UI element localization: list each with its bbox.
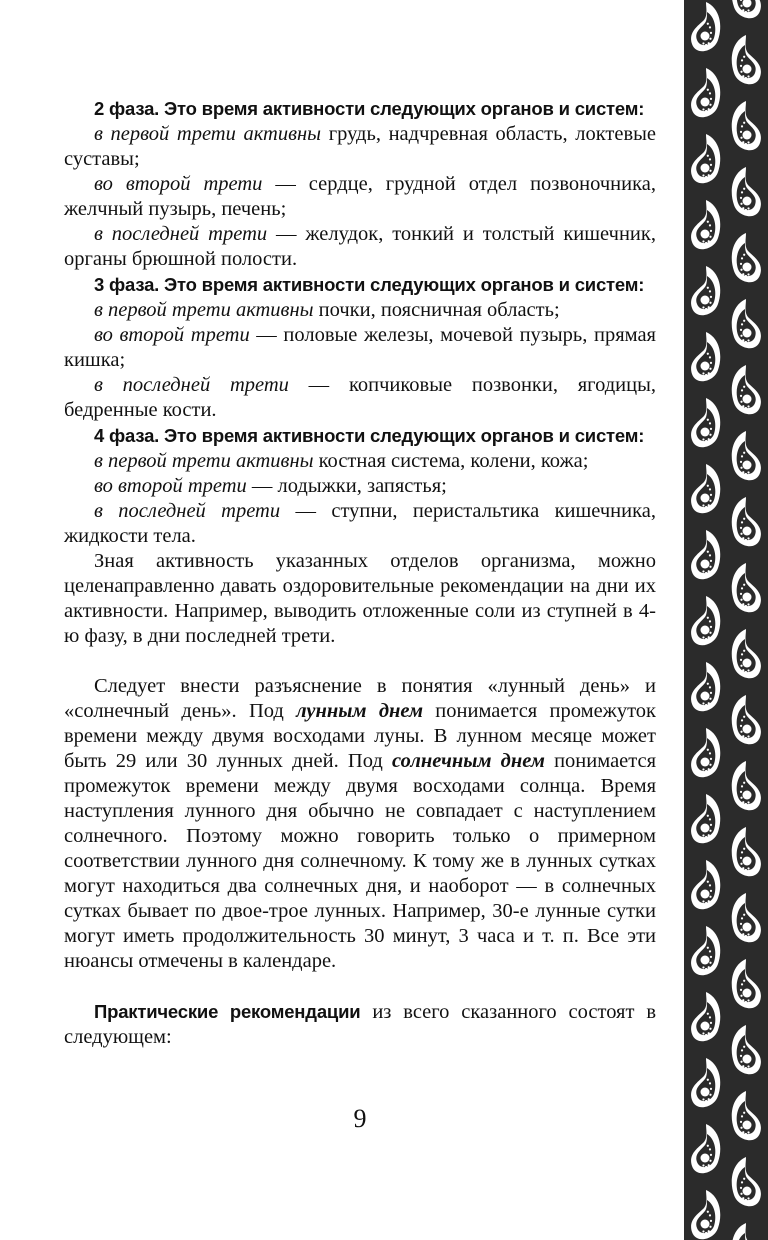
phase-4-first-third-text: костная система, колени, кожа; xyxy=(313,450,589,472)
phase-4-heading xyxy=(64,423,656,449)
phase-3-title: 3 фаза. Это время активности следующих органов и систем: xyxy=(94,274,645,295)
phase-4-first-third xyxy=(64,449,656,474)
phase-2-last-third-label: в последней трети xyxy=(94,223,268,245)
phase-4-last-third-label: в последней трети xyxy=(94,500,281,522)
phase-3-first-third-label: в первой трети активны xyxy=(94,299,314,321)
explanation-text-2: понимается промежуток времени между двумя восходами луны. В лунном месяце может быть 29 или 30 лунных дней. Под xyxy=(64,700,656,772)
explanation-paragraph xyxy=(64,674,656,974)
phase-4-second-third-label: во второй трети xyxy=(94,475,247,497)
paisley-border xyxy=(684,0,768,1240)
phase-2-heading xyxy=(64,96,656,122)
phase-4-last-third xyxy=(64,499,656,549)
page-text xyxy=(64,96,656,1050)
phase-4-first-third-label: в первой трети активны xyxy=(94,450,314,472)
phase-3-second-third-label: во второй трети xyxy=(94,324,250,346)
practical-recommendations-text: из всего сказанного состоят в следующем: xyxy=(64,1001,656,1048)
phase-4-last-third-text: — ступни, перистальтика кишечника, жидкости тела. xyxy=(64,500,656,547)
phase-2-second-third xyxy=(64,172,656,222)
explanation-text-1: Следует внести разъяснение в понятия «лунный день» и «солнечный день». Под xyxy=(64,675,656,722)
phase-2-first-third-text: грудь, надчревная область, локтевые суставы; xyxy=(64,123,657,170)
phase-2-last-third xyxy=(64,222,656,272)
phase-3-second-third-text: — половые железы, мочевой пузырь, прямая кишка; xyxy=(64,324,656,371)
practical-recommendations-label: Практические рекомендации xyxy=(94,1001,361,1022)
phase-3-last-third-label: в последней трети xyxy=(94,374,289,396)
paragraph-gap xyxy=(64,974,656,999)
knowing-paragraph: Зная активность указанных отделов организма, можно целенаправленно давать оздоровительные рекомендации на дни их активности. Например, выводить отложенные соли из ступней в 4-ю фазу, в дни последней трети. xyxy=(64,550,656,647)
paragraph-gap xyxy=(64,649,656,674)
phase-2-second-third-label: во второй трети xyxy=(94,173,263,195)
phase-2-first-third-label: в первой трети активны xyxy=(94,123,322,145)
phase-3-first-third-text: почки, поясничная область; xyxy=(313,299,560,321)
phase-3-heading xyxy=(64,272,656,298)
phase-2-title: 2 фаза. Это время активности следующих органов и систем: xyxy=(94,98,645,119)
phase-3-last-third xyxy=(64,373,656,423)
phase-3-second-third xyxy=(64,323,656,373)
phase-3-last-third-text: — копчиковые позвонки, ягодицы, бедренные кости. xyxy=(64,374,656,421)
phase-2-first-third xyxy=(64,122,656,172)
phase-3-first-third xyxy=(64,298,656,323)
term-lunar-day: лунным днем xyxy=(296,700,424,722)
phase-4-second-third-text: — лодыжки, запястья; xyxy=(246,475,447,497)
term-solar-day: солнечным днем xyxy=(392,750,545,772)
phase-4-second-third xyxy=(64,474,656,499)
page-number: 9 xyxy=(353,1104,367,1133)
phase-2-last-third-text: — желудок, тонкий и толстый кишечник, органы брюшной полости. xyxy=(64,223,656,270)
practical-paragraph xyxy=(64,999,656,1050)
phase-4-title: 4 фаза. Это время активности следующих органов и систем: xyxy=(94,425,645,446)
explanation-text-3: понимается промежуток времени между двумя восходами солнца. Время наступления лунного дня обычно не совпадает с наступлением солнечного. Поэтому можно говорить только о примерном соответствии лунного дня солнечному. К тому же в лунных сутках могут находиться два солнечных дня, и наоборот — в солнечных сутках бывает по двое-трое лунных. Например, 30-е лунные сутки могут иметь продолжительность 30 минут, 3 часа и т. п. Все эти нюансы отмечены в календаре. xyxy=(64,750,657,972)
phase-2-second-third-text: — сердце, грудной отдел позвоночника, желчный пузырь, печень; xyxy=(64,173,656,220)
